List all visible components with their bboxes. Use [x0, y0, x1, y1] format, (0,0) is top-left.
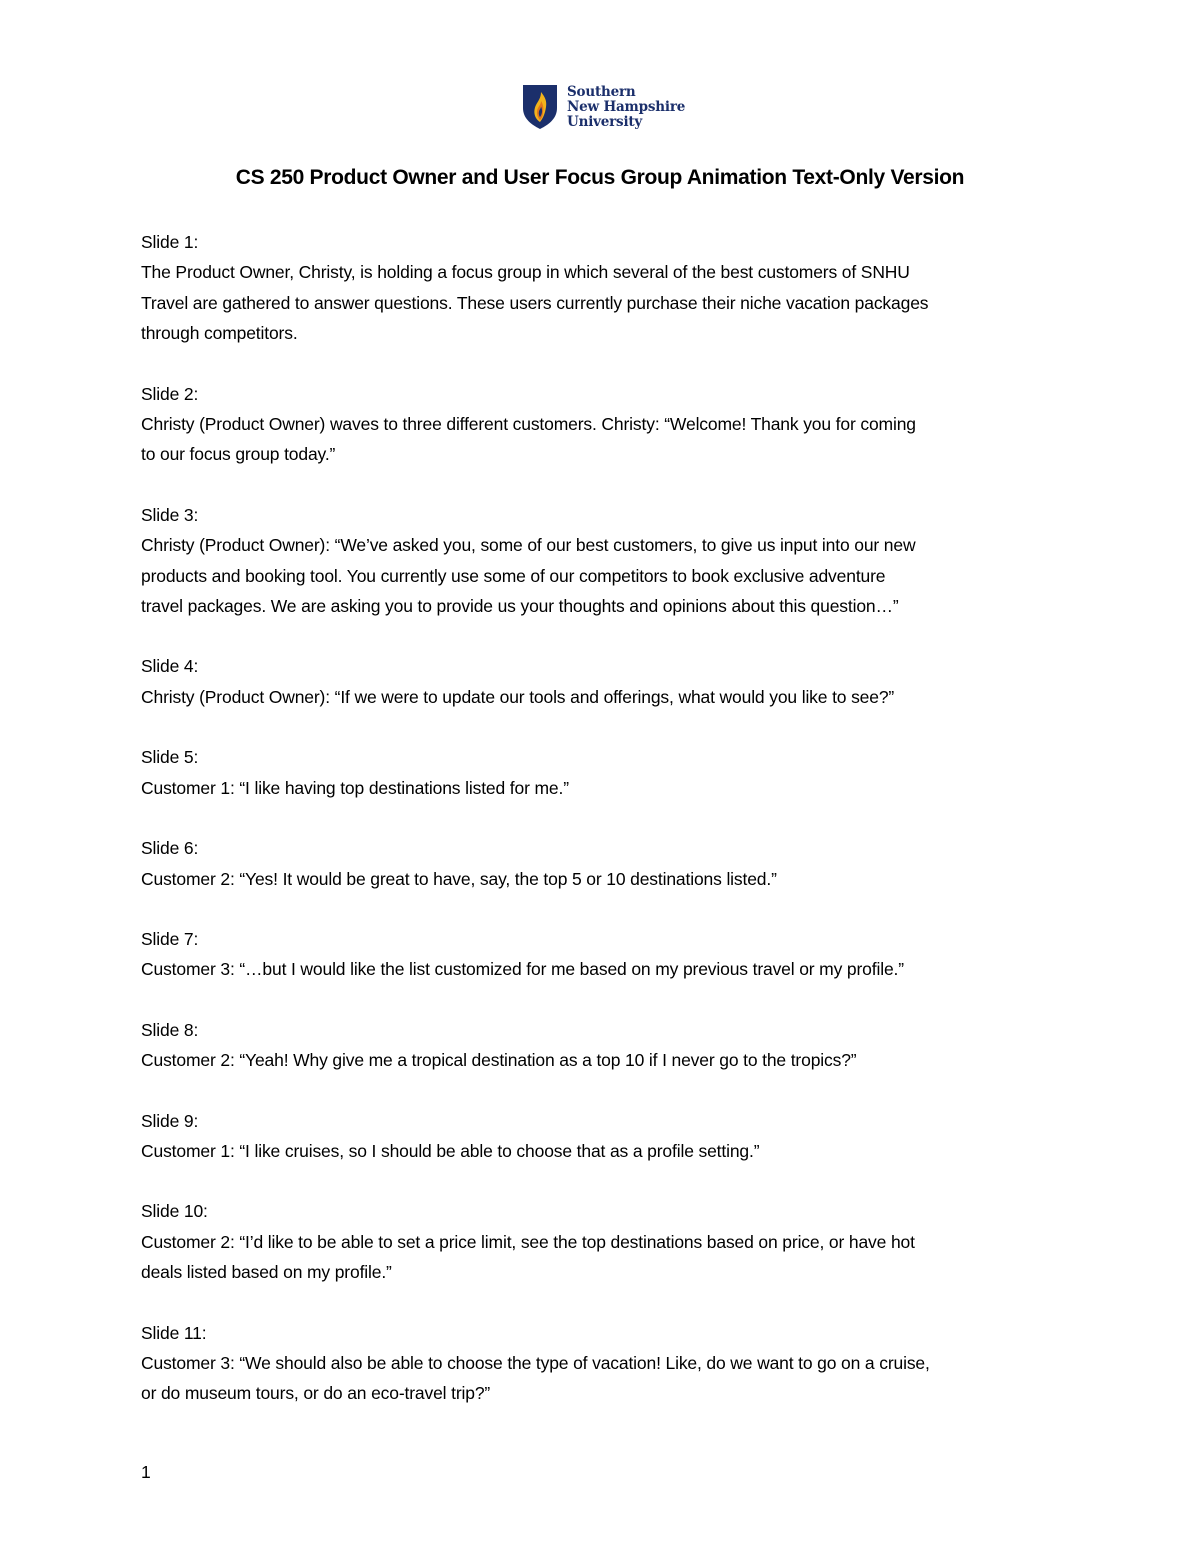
- slide-text: Customer 2: “Yes! It would be great to have, say, the top 5 or 10 destinations listed.”: [141, 868, 777, 889]
- slide-entry: [141, 1106, 1061, 1167]
- slide-text: Christy (Product Owner) waves to three different customers. Christy: “Welcome! Thank you for coming to our focus group today.”: [141, 414, 916, 465]
- slide-heading: Slide 3:: [141, 504, 199, 525]
- slide-heading: Slide 2:: [141, 383, 199, 404]
- slide-entry: [141, 1318, 1061, 1409]
- slide-text: Christy (Product Owner): “We’ve asked you, some of our best customers, to give us input into our new products and booking tool. You currently use some of our competitors to book exclusive adventure travel packages. We are asking you to provide us your thoughts and opinions about this question…”: [141, 535, 916, 617]
- slide-heading: Slide 8:: [141, 1019, 199, 1040]
- slide-text: Christy (Product Owner): “If we were to update our tools and offerings, what would you like to see?”: [141, 686, 895, 707]
- slide-text: Customer 2: “I’d like to be able to set a price limit, see the top destinations based on price, or have hot deals listed based on my profile.”: [141, 1231, 915, 1283]
- slide-heading: Slide 5:: [141, 747, 199, 768]
- slide-entry: [141, 1196, 1061, 1287]
- shield-flame-icon: [522, 84, 558, 130]
- slide-heading: Slide 6:: [141, 838, 199, 859]
- slide-heading: Slide 9:: [141, 1110, 199, 1131]
- slide-text: Customer 1: “I like cruises, so I should be able to choose that as a profile setting.”: [141, 1140, 760, 1161]
- slide-heading: Slide 7:: [141, 928, 199, 949]
- page-number: 1: [141, 1462, 151, 1482]
- slide-entry: [141, 500, 1061, 622]
- logo-line: New Hampshire: [567, 99, 686, 115]
- slide-entry: [141, 742, 1061, 803]
- slide-text: Customer 1: “I like having top destinations listed for me.”: [141, 777, 569, 798]
- slide-text: The Product Owner, Christy, is holding a focus group in which several of the best customers of SNHU Travel are gathered to answer questions. These users currently purchase their niche vacation packages through competitors.: [141, 262, 929, 344]
- university-logo: [522, 84, 702, 132]
- logo-line: University: [567, 114, 643, 130]
- slide-entry: [141, 227, 1061, 349]
- slide-entry: [141, 651, 1061, 712]
- slide-entry: [141, 1015, 1061, 1076]
- slide-entry: [141, 833, 1061, 894]
- slide-heading: Slide 11:: [141, 1322, 207, 1343]
- slide-list: [141, 227, 1061, 1439]
- logo-line: Southern: [567, 84, 636, 100]
- document-title: CS 250 Product Owner and User Focus Group Animation Text-Only Version: [235, 166, 965, 189]
- slide-text: Customer 2: “Yeah! Why give me a tropical destination as a top 10 if I never go to the tropics?”: [141, 1050, 857, 1071]
- slide-heading: Slide 4:: [141, 656, 199, 677]
- logo-wordmark: [567, 85, 685, 130]
- slide-text: Customer 3: “We should also be able to choose the type of vacation! Like, do we want to go on a cruise, or do museum tours, or do an eco-travel trip?”: [141, 1352, 930, 1404]
- slide-text: Customer 3: “…but I would like the list customized for me based on my previous travel or my profile.”: [141, 959, 904, 980]
- slide-entry: [141, 379, 1061, 470]
- slide-heading: Slide 10:: [141, 1201, 208, 1222]
- slide-heading: Slide 1:: [141, 232, 199, 252]
- slide-entry: [141, 924, 1061, 985]
